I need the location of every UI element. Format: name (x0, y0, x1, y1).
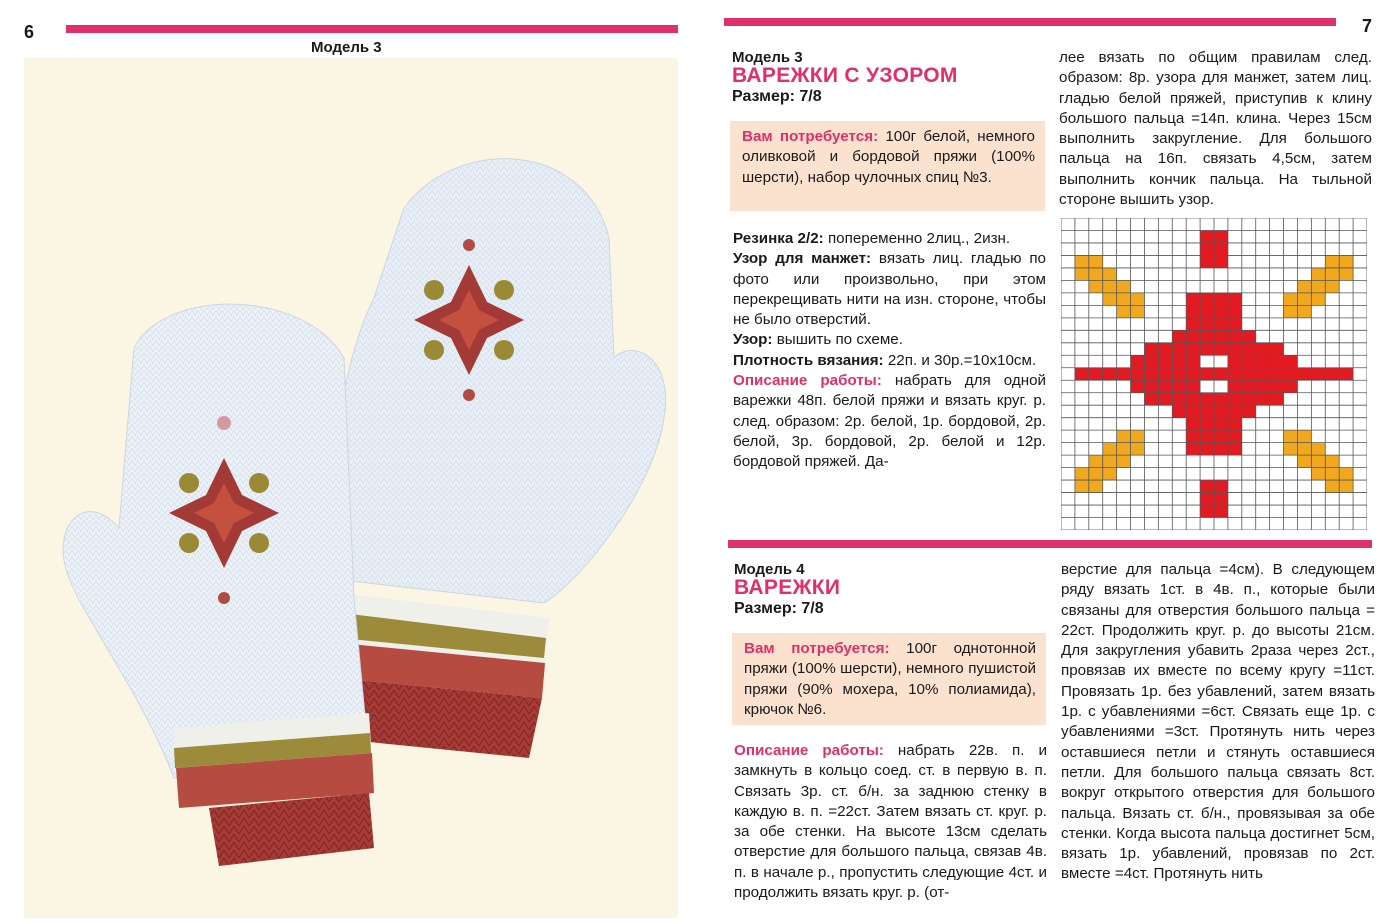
chart-cell (1242, 330, 1256, 342)
chart-cell (1200, 393, 1214, 405)
chart-cell (1214, 368, 1228, 380)
chart-cell (1214, 418, 1228, 430)
cuff-text: вязать лиц. гладью по фото или произвольно, при этом перекрещивать нити на изн. стороне, чтобы не было отверстий. (733, 250, 1046, 329)
right-page-number: 7 (1362, 16, 1373, 36)
chart-cell (1270, 368, 1284, 380)
chart-cell (1284, 380, 1298, 392)
chart-cell (1186, 443, 1200, 455)
chart-cell (1200, 255, 1214, 267)
chart-cell (1214, 493, 1228, 505)
chart-cell (1075, 368, 1089, 380)
chart-cell (1339, 468, 1353, 480)
chart-cell (1158, 380, 1172, 392)
chart-cell (1284, 443, 1298, 455)
chart-cell (1311, 443, 1325, 455)
chart-cell (1297, 443, 1311, 455)
chart-cell (1242, 368, 1256, 380)
chart-cell (1325, 255, 1339, 267)
chart-cell (1200, 480, 1214, 492)
chart-cell (1172, 380, 1186, 392)
chart-cell (1256, 393, 1270, 405)
model4-label: Модель 4 (734, 561, 805, 578)
chart-cell (1200, 505, 1214, 517)
chart-cell (1325, 280, 1339, 292)
model3-materials-text: 100г белой, немного оливковой и бордовой пряжи (100% шерсти), набор чулочных спиц №3. (742, 128, 1035, 186)
chart-cell (1089, 455, 1103, 467)
chart-cell (1089, 468, 1103, 480)
chart-cell (1228, 430, 1242, 442)
chart-cell (1200, 493, 1214, 505)
chart-cell (1103, 280, 1117, 292)
chart-cell (1200, 405, 1214, 417)
chart-cell (1103, 368, 1117, 380)
chart-cell (1228, 443, 1242, 455)
chart-cell (1131, 368, 1145, 380)
chart-cell (1158, 355, 1172, 367)
chart-cell (1103, 468, 1117, 480)
model4-title: ВАРЕЖКИ (734, 576, 841, 599)
chart-cell (1228, 318, 1242, 330)
model3-column2-text: лее вязать по общим правилам след. образом: 8р. узора для манжет, затем лиц. гладью белой пряжей, приступив к клину большого пальца =14п. клина. Через 15см выполнить закругление. Для большого пальца на 16п. связать 4,5см, затем выполнить кончик пальца. На тыльной стороне вышить узор. (1059, 49, 1372, 209)
chart-cell (1270, 393, 1284, 405)
model3-materials-label: Вам потребуется: (742, 128, 879, 145)
chart-cell (1214, 293, 1228, 305)
model4-materials-label: Вам потребуется: (744, 640, 890, 657)
mittens-illustration (24, 58, 678, 918)
chart-cell (1131, 380, 1145, 392)
chart-cell (1186, 330, 1200, 342)
pattern-text: вышить по схеме. (776, 331, 903, 349)
model3-work-label: Описание работы: (733, 372, 882, 390)
chart-cell (1131, 430, 1145, 442)
chart-cell (1214, 405, 1228, 417)
chart-cell (1214, 343, 1228, 355)
chart-cell (1284, 305, 1298, 317)
chart-cell (1297, 430, 1311, 442)
chart-cell (1256, 380, 1270, 392)
chart-cell (1214, 318, 1228, 330)
chart-cell (1103, 268, 1117, 280)
chart-cell (1089, 268, 1103, 280)
chart-cell (1242, 355, 1256, 367)
cuff-label: Узор для манжет: (733, 250, 872, 268)
model3-materials-box (730, 121, 1045, 211)
chart-cell (1131, 305, 1145, 317)
chart-cell (1242, 343, 1256, 355)
chart-cell (1284, 293, 1298, 305)
chart-cell (1144, 393, 1158, 405)
rib-label: Резинка 2/2: (733, 230, 824, 247)
chart-cell (1200, 318, 1214, 330)
chart-cell (1200, 343, 1214, 355)
chart-cell (1186, 368, 1200, 380)
chart-cell (1103, 455, 1117, 467)
chart-cell (1228, 293, 1242, 305)
chart-cell (1284, 430, 1298, 442)
chart-cell (1270, 380, 1284, 392)
chart-cell (1339, 268, 1353, 280)
chart-cell (1214, 230, 1228, 242)
chart-cell (1256, 343, 1270, 355)
chart-cell (1186, 343, 1200, 355)
model4-materials-text: 100г однотонной пряжи (100% шерсти), немного пушистой пряжи (90% мохера, 10% полиамида), крючок №6. (744, 640, 1036, 718)
chart-cell (1228, 368, 1242, 380)
chart-cell (1089, 255, 1103, 267)
left-mitten (63, 304, 374, 866)
mittens-photo (24, 58, 678, 918)
left-page-number: 6 (24, 22, 35, 42)
chart-cell (1172, 405, 1186, 417)
chart-cell (1228, 305, 1242, 317)
chart-cell (1075, 255, 1089, 267)
chart-cell (1158, 343, 1172, 355)
pattern-label: Узор: (733, 331, 773, 349)
chart-cell (1144, 343, 1158, 355)
chart-cell (1158, 368, 1172, 380)
chart-cell (1117, 293, 1131, 305)
chart-cell (1228, 393, 1242, 405)
chart-cell (1186, 430, 1200, 442)
chart-cell (1325, 268, 1339, 280)
density-label: Плотность вязания: (733, 351, 884, 369)
chart-cell (1256, 355, 1270, 367)
chart-cell (1311, 368, 1325, 380)
chart-cell (1144, 355, 1158, 367)
chart-cell (1131, 443, 1145, 455)
chart-cell (1200, 368, 1214, 380)
model4-size: Размер: 7/8 (734, 600, 824, 617)
right-mitten (324, 159, 666, 758)
chart-cell (1311, 455, 1325, 467)
model4-column2-text: верстие для пальца =4см). В следующем ряду вязать 1ст. в 4в. п., которые были связаны для отверстия большого пальца = 22ст. Продолжить круг. р. до высоты 21см. Для закругления убавить 2раза через 2ст., провязав их вместе по всему кругу =11ст. Провязать 1р. без убавлений, затем вязать 1р. с убавлениями =6ст. Связать еще 1р. с убавлениями =3ст. Протянуть нить через оставшиеся петли и стянуть оставшиеся петли. Для большого пальца связать 8ст. вокруг открытого отверстия для большого пальца. Вязать ст. б/н., провязывая за обе стенки. Когда высота пальца достигнет 5см, вязать 1р. убавлений, провязав по 2ст. вместе =4ст. Протянуть нить (1061, 561, 1375, 883)
chart-cell (1131, 293, 1145, 305)
chart-cell (1117, 305, 1131, 317)
chart-cell (1228, 343, 1242, 355)
chart-cell (1186, 305, 1200, 317)
model3-size: Размер: 7/8 (732, 88, 822, 105)
chart-cell (1117, 430, 1131, 442)
embroidery-chart (1061, 218, 1367, 530)
chart-cell (1103, 443, 1117, 455)
chart-cell (1297, 305, 1311, 317)
chart-cell (1089, 480, 1103, 492)
chart-cell (1297, 293, 1311, 305)
header-rule-right (724, 18, 1336, 26)
chart-cell (1242, 380, 1256, 392)
chart-cell (1117, 443, 1131, 455)
chart-cell (1214, 243, 1228, 255)
chart-cell (1117, 368, 1131, 380)
density-text: 22п. и 30р.=10х10см. (887, 351, 1037, 369)
chart-cell (1172, 355, 1186, 367)
chart-cell (1339, 255, 1353, 267)
chart-cell (1311, 293, 1325, 305)
chart-cell (1214, 430, 1228, 442)
chart-cell (1144, 380, 1158, 392)
header-rule-left (66, 25, 678, 33)
chart-cell (1075, 468, 1089, 480)
chart-cell (1228, 380, 1242, 392)
chart-cell (1144, 368, 1158, 380)
chart-cell (1200, 430, 1214, 442)
chart-cell (1075, 480, 1089, 492)
chart-cell (1200, 305, 1214, 317)
chart-cell (1311, 268, 1325, 280)
chart-cell (1214, 255, 1228, 267)
chart-cell (1158, 393, 1172, 405)
chart-cell (1325, 455, 1339, 467)
chart-cell (1186, 318, 1200, 330)
chart-cell (1297, 368, 1311, 380)
chart-cell (1117, 280, 1131, 292)
model3-title: ВАРЕЖКИ С УЗОРОМ (732, 64, 958, 87)
chart-cell (1131, 355, 1145, 367)
chart-cell (1186, 380, 1200, 392)
section-rule (728, 540, 1372, 548)
chart-cell (1270, 355, 1284, 367)
chart-cell (1214, 393, 1228, 405)
chart-cell (1214, 305, 1228, 317)
chart-cell (1256, 368, 1270, 380)
chart-cell (1325, 468, 1339, 480)
chart-cell (1214, 480, 1228, 492)
chart-cell (1200, 243, 1214, 255)
chart-cell (1311, 468, 1325, 480)
chart-cell (1311, 280, 1325, 292)
model4-work-label: Описание работы: (734, 742, 884, 759)
chart-cell (1284, 368, 1298, 380)
chart-cell (1075, 268, 1089, 280)
chart-cell (1200, 330, 1214, 342)
chart-cell (1200, 230, 1214, 242)
model3-label: Модель 3 (732, 49, 803, 66)
chart-cell (1325, 480, 1339, 492)
chart-cell (1172, 343, 1186, 355)
chart-cell (1200, 293, 1214, 305)
chart-cell (1228, 355, 1242, 367)
chart-cell (1186, 293, 1200, 305)
chart-cell (1228, 418, 1242, 430)
chart-cell (1186, 405, 1200, 417)
chart-cell (1325, 368, 1339, 380)
chart-cell (1172, 393, 1186, 405)
chart-cell (1242, 393, 1256, 405)
chart-cell (1284, 355, 1298, 367)
chart-cell (1172, 368, 1186, 380)
chart-cell (1089, 368, 1103, 380)
photo-caption: Модель 3 (311, 39, 382, 56)
chart-cell (1214, 505, 1228, 517)
chart-cell (1242, 405, 1256, 417)
chart-cell (1186, 418, 1200, 430)
chart-cell (1228, 330, 1242, 342)
chart-cell (1270, 343, 1284, 355)
chart-cell (1297, 280, 1311, 292)
model4-materials-box (732, 633, 1046, 725)
chart-cell (1228, 405, 1242, 417)
rib-text: попеременно 2лиц., 2изн. (827, 230, 1011, 247)
chart-cell (1172, 330, 1186, 342)
chart-cell (1186, 355, 1200, 367)
chart-cell (1339, 480, 1353, 492)
chart-cell (1214, 443, 1228, 455)
chart-cell (1103, 293, 1117, 305)
model4-instructions (734, 741, 1047, 918)
chart-cell (1214, 330, 1228, 342)
model3-work-text: набрать для одной варежки 48п. белой пряжи и вязать круг. р. след. образом: 2р. белой, 1р. бордовой, 2р. белой, 3р. бордовой, 2р. белой и 12р. бордовой пряжей. Да- (733, 372, 1047, 471)
chart-cell (1089, 280, 1103, 292)
chart-cell (1117, 455, 1131, 467)
chart-cell (1200, 418, 1214, 430)
model4-work-text: набрать 22в. п. и замкнуть в кольцо соед. ст. в первую в. п. Связать 3р. ст. б/н. за заднюю стенку в каждую в. п. =22ст. Затем вязать ст. круг. р. за обе стенки. На высоте 13см сделать отверстие для большого пальца, связав 4в. п. в начале р., пропустить следующие 4ст. и продолжить вязать круг. р. (от- (734, 742, 1047, 902)
chart-cell (1339, 368, 1353, 380)
chart-cell (1200, 443, 1214, 455)
chart-cell (1297, 455, 1311, 467)
chart-cell (1186, 393, 1200, 405)
model3-instructions (733, 229, 1046, 473)
